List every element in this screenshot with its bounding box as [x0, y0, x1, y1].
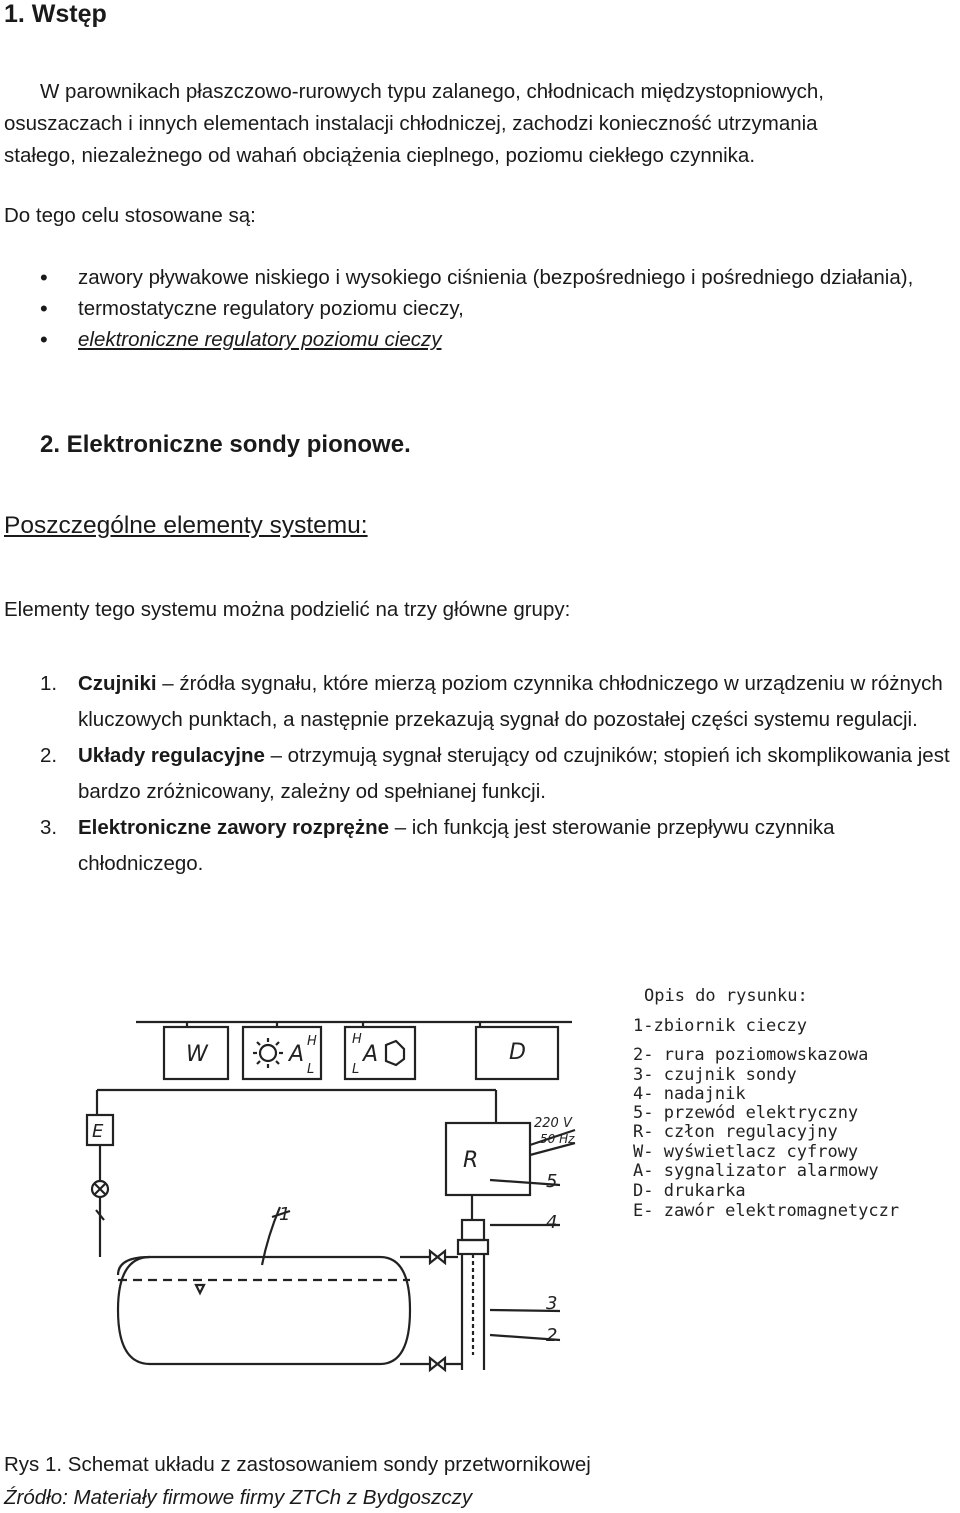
label-5: 5 [546, 1171, 558, 1192]
underlined-item-text: elektroniczne regulatory poziomu cieczy [78, 328, 442, 351]
label-3: 3 [546, 1293, 558, 1314]
regulator-list [40, 262, 940, 355]
figure-source: Źródło: Materiały firmowe firmy ZTCh z Bydgoszczy [4, 1486, 473, 1509]
label-a2: A [363, 1042, 379, 1067]
legend-item: R- człon regulacyjny [633, 1122, 838, 1142]
legend-item: D- drukarka [633, 1181, 746, 1201]
legend-item: E- zawór elektromagnetyczr [633, 1201, 900, 1221]
label-4: 4 [546, 1212, 558, 1233]
legend-item: 3- czujnik sondy [633, 1065, 797, 1085]
label-w: W [186, 1042, 208, 1067]
label-h2: H [352, 1032, 362, 1047]
label-h1: H [307, 1034, 317, 1049]
legend-item: 4- nadajnik [633, 1084, 746, 1104]
label-frequency: 50 Hz [540, 1132, 575, 1146]
legend-item: A- sygnalizator alarmowy [633, 1161, 879, 1181]
item-term: Czujniki [78, 672, 157, 695]
groups-intro-text: Elementy tego systemu można podzielić na trzy główne grupy: [4, 598, 571, 621]
item-number: 2. [40, 744, 58, 767]
legend-item: 1-zbiornik cieczy [633, 1016, 807, 1036]
item-number: 1. [40, 672, 58, 695]
label-a1: A [289, 1042, 305, 1067]
legend-item: W- wyświetlacz cyfrowy [633, 1142, 859, 1162]
item-description: – otrzymują sygnał sterujący od czujników; stopień ich skomplikowania jest bardzo zróżnicowany, zależny od spełnianej funkcji. [78, 744, 950, 803]
groups-list [40, 666, 955, 882]
list-item [40, 810, 955, 882]
label-r: R [463, 1148, 479, 1173]
item-number: 3. [40, 816, 58, 839]
label-l2: L [352, 1062, 360, 1077]
subheading-elements: Poszczególne elementy systemu: [4, 512, 368, 539]
schematic-figure [0, 975, 960, 1415]
legend-item: 2- rura poziomowskazowa [633, 1045, 869, 1065]
intro-line: W parownikach płaszczowo-rurowych typu zalanego, chłodnicach międzystopniowych, [40, 80, 824, 103]
list-item [40, 666, 955, 738]
liquid-tank [118, 1257, 410, 1364]
list-item [40, 738, 955, 810]
item-description: – źródła sygnału, które mierzą poziom czynnika chłodniczego w urządzeniu w różnych kluczowych punktach, a następnie przekazują sygnał do pozostałej części systemu regulacji. [78, 672, 943, 731]
label-d: D [509, 1040, 526, 1065]
intro-paragraph [4, 76, 956, 172]
intro-line: osuszaczach i innych elementach instalacji chłodniczej, zachodzi konieczność utrzymania [4, 112, 818, 135]
figure-caption: Rys 1. Schemat układu z zastosowaniem sondy przetwornikowej [4, 1453, 591, 1476]
regulator-box [446, 1123, 530, 1195]
label-1: 1 [279, 1204, 291, 1225]
legend-title: Opis do rysunku: [644, 986, 808, 1006]
section-heading-probes: 2. Elektroniczne sondy pionowe. [40, 431, 411, 458]
item-term: Układy regulacyjne [78, 744, 265, 767]
label-voltage: 220 V [534, 1116, 572, 1131]
list-item: • termostatyczne regulatory poziomu cieczy, [40, 293, 940, 324]
list-item: • zawory pływakowe niskiego i wysokiego ciśnienia (bezpośredniego i pośredniego działania), [40, 262, 940, 293]
label-2: 2 [546, 1325, 558, 1346]
list-item [40, 324, 940, 355]
item-term: Elektroniczne zawory rozprężne [78, 816, 390, 839]
intro-line: stałego, niezależnego od wahań obciążenia cieplnego, poziomu ciekłego czynnika. [4, 144, 756, 167]
legend-item: 5- przewód elektryczny [633, 1103, 859, 1123]
transmitter-box [462, 1220, 484, 1240]
item-description: – ich funkcją jest sterowanie przepływu czynnika chłodniczego. [78, 816, 835, 875]
label-e: E [92, 1121, 104, 1142]
label-l1: L [307, 1062, 315, 1077]
section-heading-intro: 1. Wstęp [4, 0, 107, 28]
lead-text: Do tego celu stosowane są: [4, 204, 256, 227]
